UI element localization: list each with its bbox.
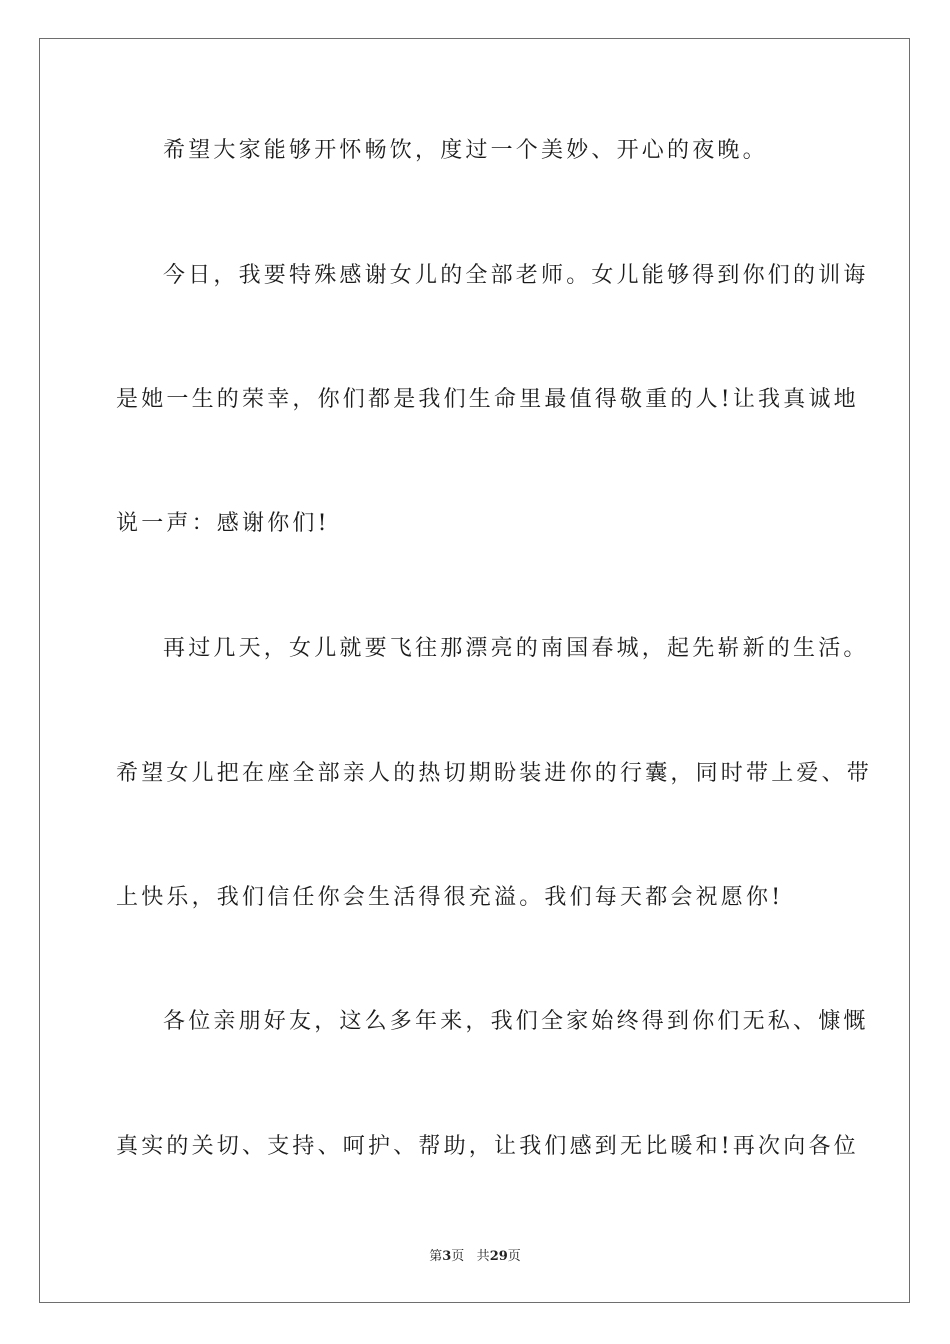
paragraph-line: 希望大家能够开怀畅饮，度过一个美妙、开心的夜晚。: [163, 138, 768, 163]
paragraph-line: 各位亲朋好友，这么多年来，我们全家始终得到你们无私、慷慨: [163, 1009, 869, 1034]
paragraph-line: 希望女儿把在座全部亲人的热切期盼装进你的行囊，同时带上爱、带: [116, 761, 873, 786]
total-prefix: 共: [476, 1249, 490, 1264]
paragraph-line: 真实的关切、支持、呵护、帮助，让我们感到无比暖和!再次向各位: [116, 1134, 859, 1159]
page-number: 3: [442, 1249, 452, 1264]
total-pages: 29: [489, 1249, 508, 1264]
paragraph-line: 今日，我要特殊感谢女儿的全部老师。女儿能够得到你们的训诲: [163, 263, 869, 288]
total-suffix: 页: [507, 1249, 521, 1264]
page-footer: [0, 1248, 950, 1266]
paragraph-line: 再过几天，女儿就要飞往那漂亮的南国春城，起先崭新的生活。: [163, 636, 869, 661]
paragraph-line: 说一声：感谢你们!: [116, 511, 330, 536]
page-prefix: 第: [429, 1249, 443, 1264]
paragraph-line: 上快乐，我们信任你会生活得很充溢。我们每天都会祝愿你!: [116, 885, 784, 910]
paragraph-line: 是她一生的荣幸，你们都是我们生命里最值得敬重的人!让我真诚地: [116, 387, 859, 412]
page-border: [39, 38, 910, 1303]
page-suffix: 页: [451, 1249, 465, 1264]
